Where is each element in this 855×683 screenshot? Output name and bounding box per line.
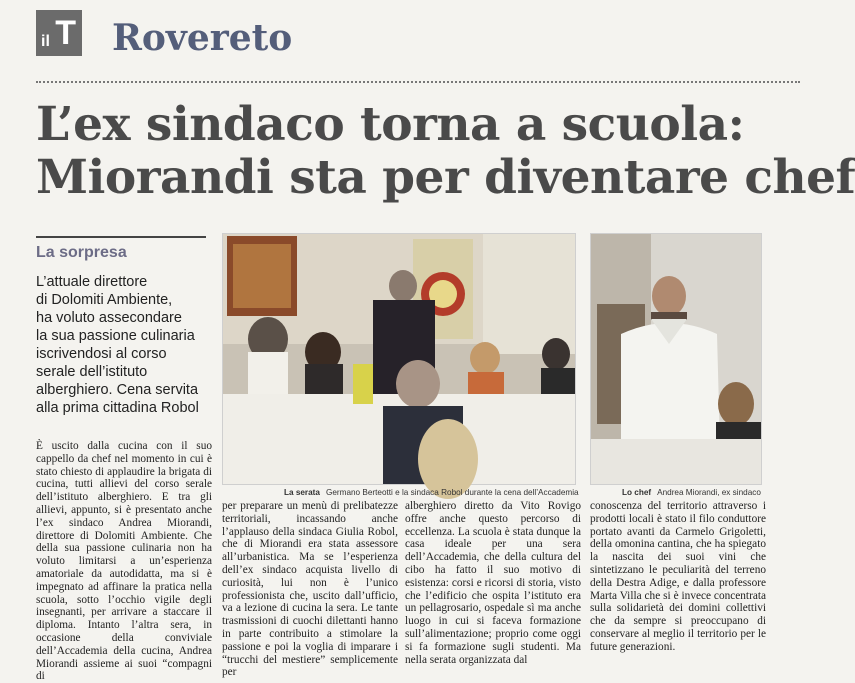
article-column-2 <box>222 500 398 679</box>
subhead-line: alberghiero. Cena servita <box>36 382 199 398</box>
headline-line-2: Miorandi sta per diventare chef <box>36 150 855 205</box>
column-4-text: conoscenza del territorio attraverso i prodotti locali è stato il filo conduttore portato avanti da Carmelo Grigoletti, della omonina cantina, che ha spiegato la nascita dei suoi vini che sintetizzano le peculiarità del terreno della Destra Adige, e dalla professore Marta Villa che si è invece concentrata sulla solidarietà dei domini collettivi che da sempre si preoccupano di conservare al meglio il territorio per le future generazioni. <box>590 500 766 653</box>
subhead-line: L’attuale direttore <box>36 274 148 290</box>
chef-caption-text: Andrea Miorandi, ex sindaco <box>657 488 761 497</box>
logo-small-text: il <box>41 33 50 50</box>
headline-line-1: L’ex sindaco torna a scuola: <box>36 97 745 152</box>
article-column-1 <box>36 440 212 683</box>
subhead-line: di Dolomiti Ambiente, <box>36 292 173 308</box>
column-1-text: È uscito dalla cucina con il suo cappello da chef nel momento in cui è stato chiesto di applaudire la brigata di cucina, tutti allievi del corso serale dell’istituto alberghiero. E tra gli allievi, appunto, si è presentato anche l’ex sindaco Andrea Miorandi, direttore di Dolomiti Ambiente. Che della sua passione culinaria non ha voluto limitarsi a un’esperienza amatoriale da autodidatta, ma si è impegnato ad affinare la pratica nella scuola, sotto l’occhio vigile degli insegnanti, per arrivare a staccare il diploma. Intanto l’altra sera, in occasione della conviviale dell’Accademia della cucina, Andrea Miorandi assieme ai suoi “compagni di <box>36 440 212 683</box>
newspaper-logo <box>36 10 82 56</box>
article-column-3 <box>405 500 581 672</box>
dinner-photo-caption <box>284 488 579 497</box>
dinner-photo <box>222 233 576 485</box>
dotted-divider <box>36 81 800 83</box>
subhead <box>36 273 218 417</box>
logo-big-text: T <box>55 14 76 52</box>
kicker: La sorpresa <box>36 236 206 262</box>
subhead-line: serale dell’istituto <box>36 364 148 380</box>
chef-photo-image <box>591 234 761 484</box>
subhead-line: la sua passione culinaria <box>36 328 195 344</box>
subhead-line: ha voluto assecondare <box>36 310 182 326</box>
subhead-line: iscrivendosi al corso <box>36 346 167 362</box>
column-2-text: per preparare un menù di prelibatezze territoriali, incassando anche l’applauso della sindaca Giulia Robol, che di Miorandi era stata assessore all’urbanistica. Ma se l’esperienza dell’ex sindaco acquista livello di curiosità, lui non è l’unico professionista che, uscito dall’ufficio, va a lezione di cucina la sera. Le tante trasmissioni di cuochi dilettanti hanno in parte contribuito a stimolare la passione e poi la voglia di imparare i “trucchi del mestiere” semplicemente per <box>222 500 398 679</box>
dinner-caption-label: La serata <box>284 488 320 497</box>
article-column-4 <box>590 500 766 672</box>
subhead-line: alla prima cittadina Robol <box>36 400 199 416</box>
dinner-caption-text: Germano Berteotti e la sindaca Robol durante la cena dell’Accademia <box>325 488 579 497</box>
chef-caption-label: Lo chef <box>622 488 652 497</box>
dinner-photo-image <box>223 234 575 484</box>
chef-photo-caption <box>622 488 761 497</box>
column-3-text: alberghiero diretto da Vito Rovigo offre anche questo percorso di eccellenza. La scuola è stata dunque la casa ideale per una sera dell’Accademia, che della cultura del cibo ha fatto il suo motivo di esistenza: corsi e ricorsi di storia, visto che l’edificio che ospita l’istituto era un pellagrosario, ospedale sì ma anche luogo in cui si faceva formazione sull’alimentazione; proprio come oggi si fa formazione sugli studenti. Ma nella serata organizzata dal <box>405 500 581 666</box>
headline <box>36 97 855 205</box>
chef-photo <box>590 233 762 485</box>
section-title: Rovereto <box>112 17 293 59</box>
